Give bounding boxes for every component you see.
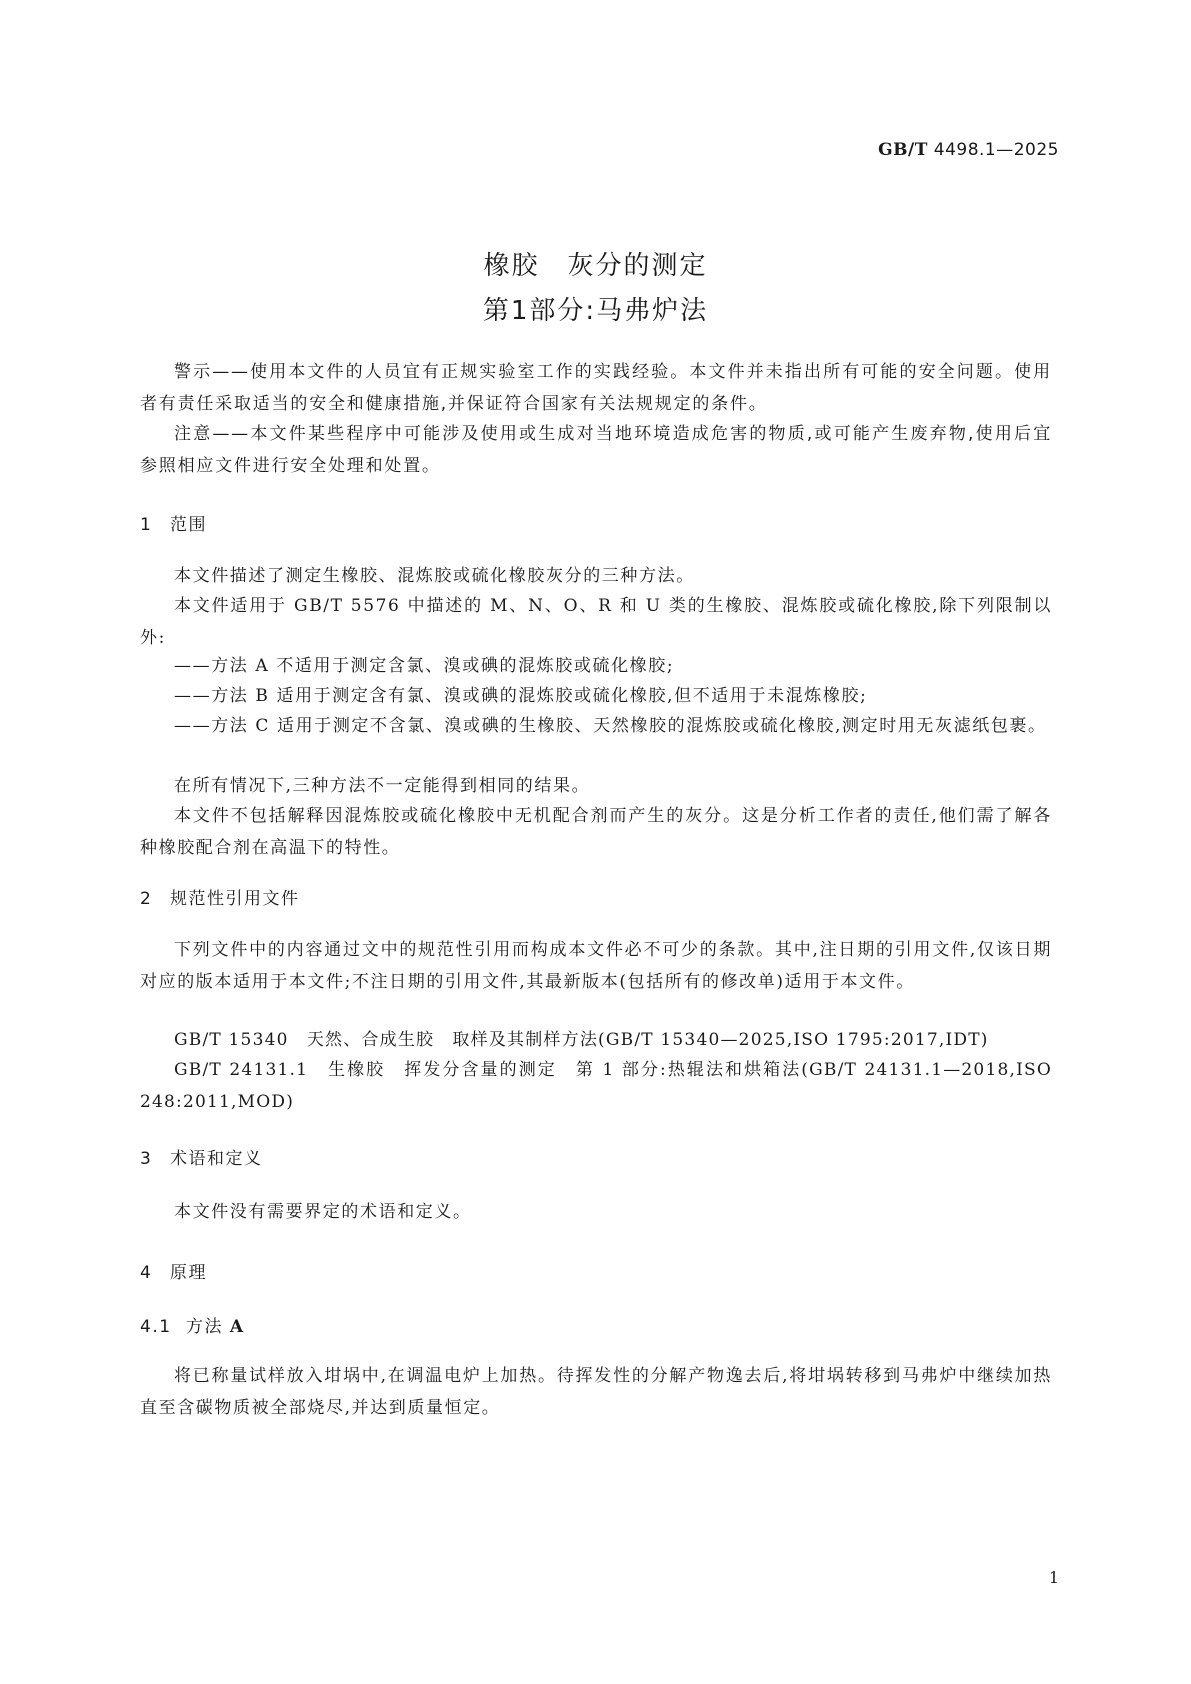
- document-title-line2: 第1部分:马弗炉法: [482, 296, 709, 326]
- document-title-line1: 橡胶 灰分的测定: [483, 251, 708, 281]
- scope-list-item-c: ——方法 C 适用于测定不含氯、溴或碘的生橡胶、天然橡胶的混炼胶或硫化橡胶,测定时用无灰滤纸包裹。: [174, 716, 1047, 736]
- standard-code-prefix: GB/T: [878, 140, 928, 160]
- warning-paragraph: 警示——使用本文件的人员宜有正规实验室工作的实践经验。本文件并未指出所有可能的安全问题。使用者有责任采取适当的安全和健康措施,并保证符合国家有关法规规定的条件。: [140, 362, 1052, 414]
- section-1-number: 1: [140, 515, 153, 535]
- section-2-heading: [140, 884, 300, 909]
- section-1-paragraph-3: 在所有情况下,三种方法不一定能得到相同的结果。: [174, 776, 591, 796]
- notice-paragraph: 注意——本文件某些程序中可能涉及使用或生成对当地环境造成危害的物质,或可能产生废弃物,使用后宜参照相应文件进行安全处理和处置。: [140, 424, 1052, 476]
- section-3-paragraph-1: 本文件没有需要界定的术语和定义。: [174, 1202, 472, 1222]
- section-3-heading: [140, 1144, 263, 1169]
- scope-list-item-a: ——方法 A 不适用于测定含氯、溴或碘的混炼胶或硫化橡胶;: [174, 656, 675, 676]
- subsection-4-1-title-letter: A: [229, 1317, 245, 1337]
- page-number: 1: [1048, 1568, 1059, 1587]
- section-1-heading: [140, 510, 207, 535]
- section-1-paragraph-1: 本文件描述了测定生橡胶、混炼胶或硫化橡胶灰分的三种方法。: [174, 566, 695, 586]
- section-1-paragraph-2: 本文件适用于 GB/T 5576 中描述的 M、N、O、R 和 U 类的生橡胶、混炼胶或硫化橡胶,除下列限制以外:: [140, 596, 1052, 648]
- normative-reference: GB/T 15340 天然、合成生胶 取样及其制样方法(GB/T 15340—2025,ISO 1795:2017,IDT): [174, 1030, 989, 1050]
- subsection-4-1-heading: [140, 1312, 245, 1337]
- section-1-paragraph-4: 本文件不包括解释因混炼胶或硫化橡胶中无机配合剂而产生的灰分。这是分析工作者的责任,他们需了解各种橡胶配合剂在高温下的特性。: [140, 806, 1052, 858]
- section-2-title: 规范性引用文件: [170, 889, 300, 909]
- standard-code-number: 4498.1—2025: [933, 140, 1059, 160]
- section-2-paragraph-1: 下列文件中的内容通过文中的规范性引用而构成本文件必不可少的条款。其中,注日期的引用文件,仅该日期对应的版本适用于本文件;不注日期的引用文件,其最新版本(包括所有的修改单)适用于本文件。: [140, 940, 1052, 992]
- section-2-number: 2: [140, 889, 153, 909]
- section-3-number: 3: [140, 1149, 153, 1169]
- section-4-title: 原理: [170, 1263, 207, 1283]
- section-4-heading: [140, 1258, 207, 1283]
- section-4-number: 4: [140, 1263, 153, 1283]
- subsection-4-1-number: 4.1: [140, 1317, 172, 1337]
- section-1-title: 范围: [170, 515, 207, 535]
- normative-reference: GB/T 24131.1 生橡胶 挥发分含量的测定 第 1 部分:热辊法和烘箱法(GB/T 24131.1—2018,ISO 248:2011,MOD): [140, 1060, 1052, 1112]
- standard-code: [878, 140, 1059, 160]
- section-3-title: 术语和定义: [170, 1149, 263, 1169]
- scope-list-item-b: ——方法 B 适用于测定含有氯、溴或碘的混炼胶或硫化橡胶,但不适用于未混炼橡胶;: [174, 686, 868, 706]
- subsection-4-1-paragraph-1: 将已称量试样放入坩埚中,在调温电炉上加热。待挥发性的分解产物逸去后,将坩埚转移到马弗炉中继续加热直至含碳物质被全部烧尽,并达到质量恒定。: [140, 1366, 1052, 1418]
- subsection-4-1-title-prefix: 方法: [186, 1317, 223, 1337]
